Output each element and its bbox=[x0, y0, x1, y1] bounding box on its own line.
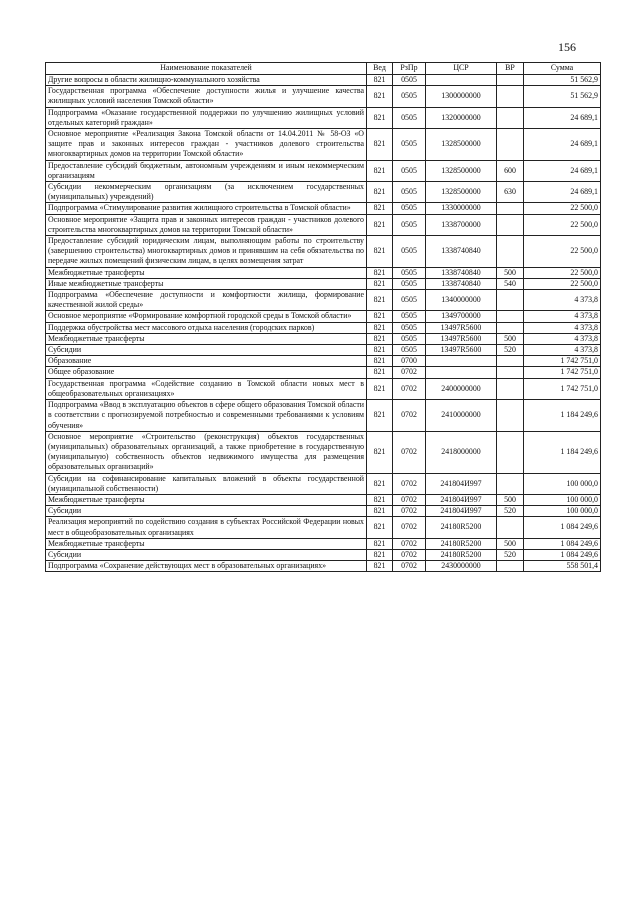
cell-name: Подпрограмма «Сохранение действующих мест в образовательных организациях» bbox=[46, 561, 367, 572]
cell-rzpr: 0505 bbox=[393, 182, 426, 203]
cell-ved: 821 bbox=[367, 129, 393, 161]
cell-name: Субсидии на софинансирование капитальных вложений в объекты государственной (муниципальной собственности) bbox=[46, 473, 367, 494]
table-row bbox=[46, 129, 601, 161]
table-row bbox=[46, 494, 601, 505]
column-header-name: Наименование показателей bbox=[46, 63, 367, 75]
cell-ved: 821 bbox=[367, 107, 393, 128]
cell-csr: 1340000000 bbox=[426, 290, 497, 311]
cell-rzpr: 0505 bbox=[393, 214, 426, 235]
cell-rzpr: 0505 bbox=[393, 129, 426, 161]
cell-ved: 821 bbox=[367, 182, 393, 203]
cell-vr: 500 bbox=[497, 538, 524, 549]
cell-sum: 51 562,9 bbox=[524, 86, 601, 107]
cell-rzpr: 0702 bbox=[393, 506, 426, 517]
cell-sum: 4 373,8 bbox=[524, 345, 601, 356]
cell-csr: 1330000000 bbox=[426, 203, 497, 214]
cell-vr bbox=[497, 311, 524, 322]
cell-ved: 821 bbox=[367, 473, 393, 494]
cell-sum: 1 742 751,0 bbox=[524, 367, 601, 378]
cell-sum: 100 000,0 bbox=[524, 473, 601, 494]
cell-vr bbox=[497, 75, 524, 86]
cell-name: Предоставление субсидий бюджетным, автономным учреждениям и иным некоммерческим организациям bbox=[46, 160, 367, 181]
table-row bbox=[46, 400, 601, 432]
cell-sum: 22 500,0 bbox=[524, 267, 601, 278]
cell-rzpr: 0505 bbox=[393, 236, 426, 268]
cell-rzpr: 0702 bbox=[393, 400, 426, 432]
cell-name: Межбюджетные трансферты bbox=[46, 494, 367, 505]
cell-csr: 1349700000 bbox=[426, 311, 497, 322]
cell-csr: 24180R5200 bbox=[426, 538, 497, 549]
cell-ved: 821 bbox=[367, 494, 393, 505]
cell-sum: 4 373,8 bbox=[524, 290, 601, 311]
cell-name: Подпрограмма «Оказание государственной поддержки по улучшению жилищных условий отдельных категорий граждан» bbox=[46, 107, 367, 128]
cell-name: Основное мероприятие «Защита прав и законных интересов граждан - участников долевого строительства многоквартирных домов на территории Томской области» bbox=[46, 214, 367, 235]
cell-ved: 821 bbox=[367, 86, 393, 107]
cell-vr: 520 bbox=[497, 549, 524, 560]
cell-name: Субсидии bbox=[46, 506, 367, 517]
cell-sum: 1 742 751,0 bbox=[524, 378, 601, 399]
cell-sum: 1 084 249,6 bbox=[524, 549, 601, 560]
table-row bbox=[46, 538, 601, 549]
cell-name: Реализация мероприятий по содействию создания в субъектах Российской Федерации новых мест в общеобразовательных организациях bbox=[46, 517, 367, 538]
table-row bbox=[46, 473, 601, 494]
table-row bbox=[46, 160, 601, 181]
cell-csr: 2410000000 bbox=[426, 400, 497, 432]
cell-csr: 241804И997 bbox=[426, 494, 497, 505]
cell-csr: 2430000000 bbox=[426, 561, 497, 572]
cell-name: Основное мероприятие «Реализация Закона Томской области от 14.04.2011 № 58-ОЗ «О защите прав и законных интересов граждан - участников долевого строительства многоквартирных домов на территории Томской области» bbox=[46, 129, 367, 161]
cell-csr: 13497R5600 bbox=[426, 345, 497, 356]
cell-sum: 22 500,0 bbox=[524, 236, 601, 268]
cell-name: Межбюджетные трансферты bbox=[46, 333, 367, 344]
cell-rzpr: 0702 bbox=[393, 538, 426, 549]
cell-rzpr: 0702 bbox=[393, 473, 426, 494]
cell-vr: 520 bbox=[497, 506, 524, 517]
cell-ved: 821 bbox=[367, 290, 393, 311]
cell-csr: 1338740840 bbox=[426, 267, 497, 278]
cell-rzpr: 0702 bbox=[393, 517, 426, 538]
cell-vr: 500 bbox=[497, 494, 524, 505]
cell-csr: 2400000000 bbox=[426, 378, 497, 399]
cell-rzpr: 0505 bbox=[393, 75, 426, 86]
cell-sum: 24 689,1 bbox=[524, 129, 601, 161]
cell-vr bbox=[497, 86, 524, 107]
cell-csr: 24180R5200 bbox=[426, 517, 497, 538]
cell-name: Иные межбюджетные трансферты bbox=[46, 278, 367, 289]
cell-name: Образование bbox=[46, 356, 367, 367]
column-header-vr: ВР bbox=[497, 63, 524, 75]
cell-vr bbox=[497, 473, 524, 494]
cell-rzpr: 0505 bbox=[393, 107, 426, 128]
cell-ved: 821 bbox=[367, 431, 393, 473]
cell-csr: 1338700000 bbox=[426, 214, 497, 235]
table-row bbox=[46, 549, 601, 560]
cell-vr bbox=[497, 236, 524, 268]
column-header-sum: Сумма bbox=[524, 63, 601, 75]
cell-csr: 13497R5600 bbox=[426, 322, 497, 333]
cell-vr bbox=[497, 367, 524, 378]
cell-rzpr: 0505 bbox=[393, 160, 426, 181]
cell-ved: 821 bbox=[367, 214, 393, 235]
cell-vr bbox=[497, 107, 524, 128]
table-row bbox=[46, 75, 601, 86]
cell-sum: 22 500,0 bbox=[524, 214, 601, 235]
table-row bbox=[46, 345, 601, 356]
cell-name: Межбюджетные трансферты bbox=[46, 538, 367, 549]
cell-csr: 241804И997 bbox=[426, 506, 497, 517]
table-row bbox=[46, 311, 601, 322]
cell-name: Межбюджетные трансферты bbox=[46, 267, 367, 278]
cell-sum: 100 000,0 bbox=[524, 506, 601, 517]
column-header-csr: ЦСР bbox=[426, 63, 497, 75]
budget-table bbox=[45, 62, 601, 572]
cell-ved: 821 bbox=[367, 367, 393, 378]
cell-csr: 1320000000 bbox=[426, 107, 497, 128]
table-row bbox=[46, 506, 601, 517]
cell-name: Предоставление субсидий юридическим лицам, выполняющим работы по строительству (завершению строительства) многоквартирных домов и принявшим на себя обязательства по передаче жилых помещений физическим лицам, в целях возмещения затрат bbox=[46, 236, 367, 268]
cell-ved: 821 bbox=[367, 378, 393, 399]
table-row bbox=[46, 367, 601, 378]
table-row bbox=[46, 290, 601, 311]
table-row bbox=[46, 267, 601, 278]
cell-vr: 500 bbox=[497, 333, 524, 344]
cell-ved: 821 bbox=[367, 400, 393, 432]
table-row bbox=[46, 333, 601, 344]
cell-sum: 22 500,0 bbox=[524, 278, 601, 289]
cell-rzpr: 0505 bbox=[393, 278, 426, 289]
cell-rzpr: 0702 bbox=[393, 549, 426, 560]
cell-csr: 1328500000 bbox=[426, 160, 497, 181]
cell-name: Государственная программа «Содействие созданию в Томской области новых мест в общеобразовательных организациях» bbox=[46, 378, 367, 399]
cell-name: Основное мероприятие «Строительство (реконструкция) объектов государственных (муниципальных) образовательных организаций, а также приобретение в государственную (муниципальную) собственность объектов недвижимого имущества для размещения образовательных организаций» bbox=[46, 431, 367, 473]
table-row bbox=[46, 378, 601, 399]
cell-vr bbox=[497, 431, 524, 473]
cell-sum: 558 501,4 bbox=[524, 561, 601, 572]
cell-vr bbox=[497, 203, 524, 214]
cell-name: Подпрограмма «Обеспечение доступности и комфортности жилища, формирование качественной жилой среды» bbox=[46, 290, 367, 311]
cell-ved: 821 bbox=[367, 333, 393, 344]
cell-rzpr: 0702 bbox=[393, 431, 426, 473]
cell-csr bbox=[426, 75, 497, 86]
cell-ved: 821 bbox=[367, 160, 393, 181]
table-row bbox=[46, 322, 601, 333]
cell-ved: 821 bbox=[367, 356, 393, 367]
cell-vr bbox=[497, 517, 524, 538]
cell-vr: 540 bbox=[497, 278, 524, 289]
cell-sum: 1 742 751,0 bbox=[524, 356, 601, 367]
cell-vr: 630 bbox=[497, 182, 524, 203]
cell-rzpr: 0505 bbox=[393, 290, 426, 311]
cell-ved: 821 bbox=[367, 236, 393, 268]
cell-name: Государственная программа «Обеспечение доступности жилья и улучшение качества жилищных условий населения Томской области» bbox=[46, 86, 367, 107]
cell-csr: 24180R5200 bbox=[426, 549, 497, 560]
cell-sum: 24 689,1 bbox=[524, 182, 601, 203]
cell-sum: 4 373,8 bbox=[524, 322, 601, 333]
cell-sum: 1 084 249,6 bbox=[524, 538, 601, 549]
cell-vr bbox=[497, 561, 524, 572]
cell-rzpr: 0505 bbox=[393, 311, 426, 322]
cell-ved: 821 bbox=[367, 203, 393, 214]
cell-ved: 821 bbox=[367, 549, 393, 560]
cell-name: Общее образование bbox=[46, 367, 367, 378]
cell-csr: 2418000000 bbox=[426, 431, 497, 473]
cell-sum: 22 500,0 bbox=[524, 203, 601, 214]
cell-name: Другие вопросы в области жилищно-коммунального хозяйства bbox=[46, 75, 367, 86]
cell-rzpr: 0702 bbox=[393, 494, 426, 505]
table-row bbox=[46, 517, 601, 538]
table-row bbox=[46, 203, 601, 214]
cell-rzpr: 0702 bbox=[393, 367, 426, 378]
cell-csr: 241804И997 bbox=[426, 473, 497, 494]
cell-ved: 821 bbox=[367, 561, 393, 572]
cell-name: Субсидии bbox=[46, 345, 367, 356]
table-row bbox=[46, 431, 601, 473]
cell-name: Субсидии bbox=[46, 549, 367, 560]
table-row bbox=[46, 107, 601, 128]
cell-vr: 600 bbox=[497, 160, 524, 181]
cell-ved: 821 bbox=[367, 345, 393, 356]
cell-name: Поддержка обустройства мест массового отдыха населения (городских парков) bbox=[46, 322, 367, 333]
table-row bbox=[46, 214, 601, 235]
cell-ved: 821 bbox=[367, 267, 393, 278]
cell-ved: 821 bbox=[367, 506, 393, 517]
table-header-row bbox=[46, 63, 601, 75]
cell-csr bbox=[426, 367, 497, 378]
cell-name: Подпрограмма «Стимулирование развития жилищного строительства в Томской области» bbox=[46, 203, 367, 214]
cell-vr: 520 bbox=[497, 345, 524, 356]
cell-sum: 24 689,1 bbox=[524, 160, 601, 181]
cell-csr: 1328500000 bbox=[426, 129, 497, 161]
cell-sum: 51 562,9 bbox=[524, 75, 601, 86]
cell-rzpr: 0505 bbox=[393, 345, 426, 356]
cell-vr bbox=[497, 214, 524, 235]
table-row bbox=[46, 182, 601, 203]
cell-name: Основное мероприятие «Формирование комфортной городской среды в Томской области» bbox=[46, 311, 367, 322]
cell-rzpr: 0505 bbox=[393, 333, 426, 344]
column-header-ved: Вед bbox=[367, 63, 393, 75]
cell-rzpr: 0505 bbox=[393, 322, 426, 333]
cell-ved: 821 bbox=[367, 538, 393, 549]
cell-rzpr: 0702 bbox=[393, 378, 426, 399]
cell-sum: 1 184 249,6 bbox=[524, 431, 601, 473]
cell-ved: 821 bbox=[367, 278, 393, 289]
cell-rzpr: 0702 bbox=[393, 561, 426, 572]
cell-rzpr: 0505 bbox=[393, 86, 426, 107]
cell-vr bbox=[497, 378, 524, 399]
cell-csr: 1338740840 bbox=[426, 278, 497, 289]
cell-csr: 1328500000 bbox=[426, 182, 497, 203]
table-row bbox=[46, 356, 601, 367]
cell-ved: 821 bbox=[367, 322, 393, 333]
cell-sum: 4 373,8 bbox=[524, 311, 601, 322]
cell-name: Субсидии некоммерческим организациям (за исключением государственных (муниципальных) учреждений) bbox=[46, 182, 367, 203]
table-row bbox=[46, 278, 601, 289]
column-header-rzpr: РзПр bbox=[393, 63, 426, 75]
cell-vr bbox=[497, 290, 524, 311]
cell-sum: 4 373,8 bbox=[524, 333, 601, 344]
cell-ved: 821 bbox=[367, 517, 393, 538]
cell-rzpr: 0505 bbox=[393, 203, 426, 214]
cell-sum: 1 084 249,6 bbox=[524, 517, 601, 538]
cell-name: Подпрограмма «Ввод в эксплуатацию объектов в сфере общего образования Томской области в соответствии с прогнозируемой потребностью и современными требованиями к условиям обучения» bbox=[46, 400, 367, 432]
cell-vr: 500 bbox=[497, 267, 524, 278]
table-row bbox=[46, 561, 601, 572]
cell-vr bbox=[497, 400, 524, 432]
cell-csr: 1338740840 bbox=[426, 236, 497, 268]
table-row bbox=[46, 236, 601, 268]
page-number: 156 bbox=[558, 40, 576, 54]
cell-vr bbox=[497, 129, 524, 161]
cell-sum: 24 689,1 bbox=[524, 107, 601, 128]
cell-ved: 821 bbox=[367, 311, 393, 322]
table-row bbox=[46, 86, 601, 107]
cell-rzpr: 0505 bbox=[393, 267, 426, 278]
cell-csr: 13497R5600 bbox=[426, 333, 497, 344]
cell-sum: 100 000,0 bbox=[524, 494, 601, 505]
cell-vr bbox=[497, 356, 524, 367]
cell-csr: 1300000000 bbox=[426, 86, 497, 107]
cell-csr bbox=[426, 356, 497, 367]
cell-sum: 1 184 249,6 bbox=[524, 400, 601, 432]
cell-vr bbox=[497, 322, 524, 333]
table-body bbox=[46, 75, 601, 572]
cell-rzpr: 0700 bbox=[393, 356, 426, 367]
cell-ved: 821 bbox=[367, 75, 393, 86]
